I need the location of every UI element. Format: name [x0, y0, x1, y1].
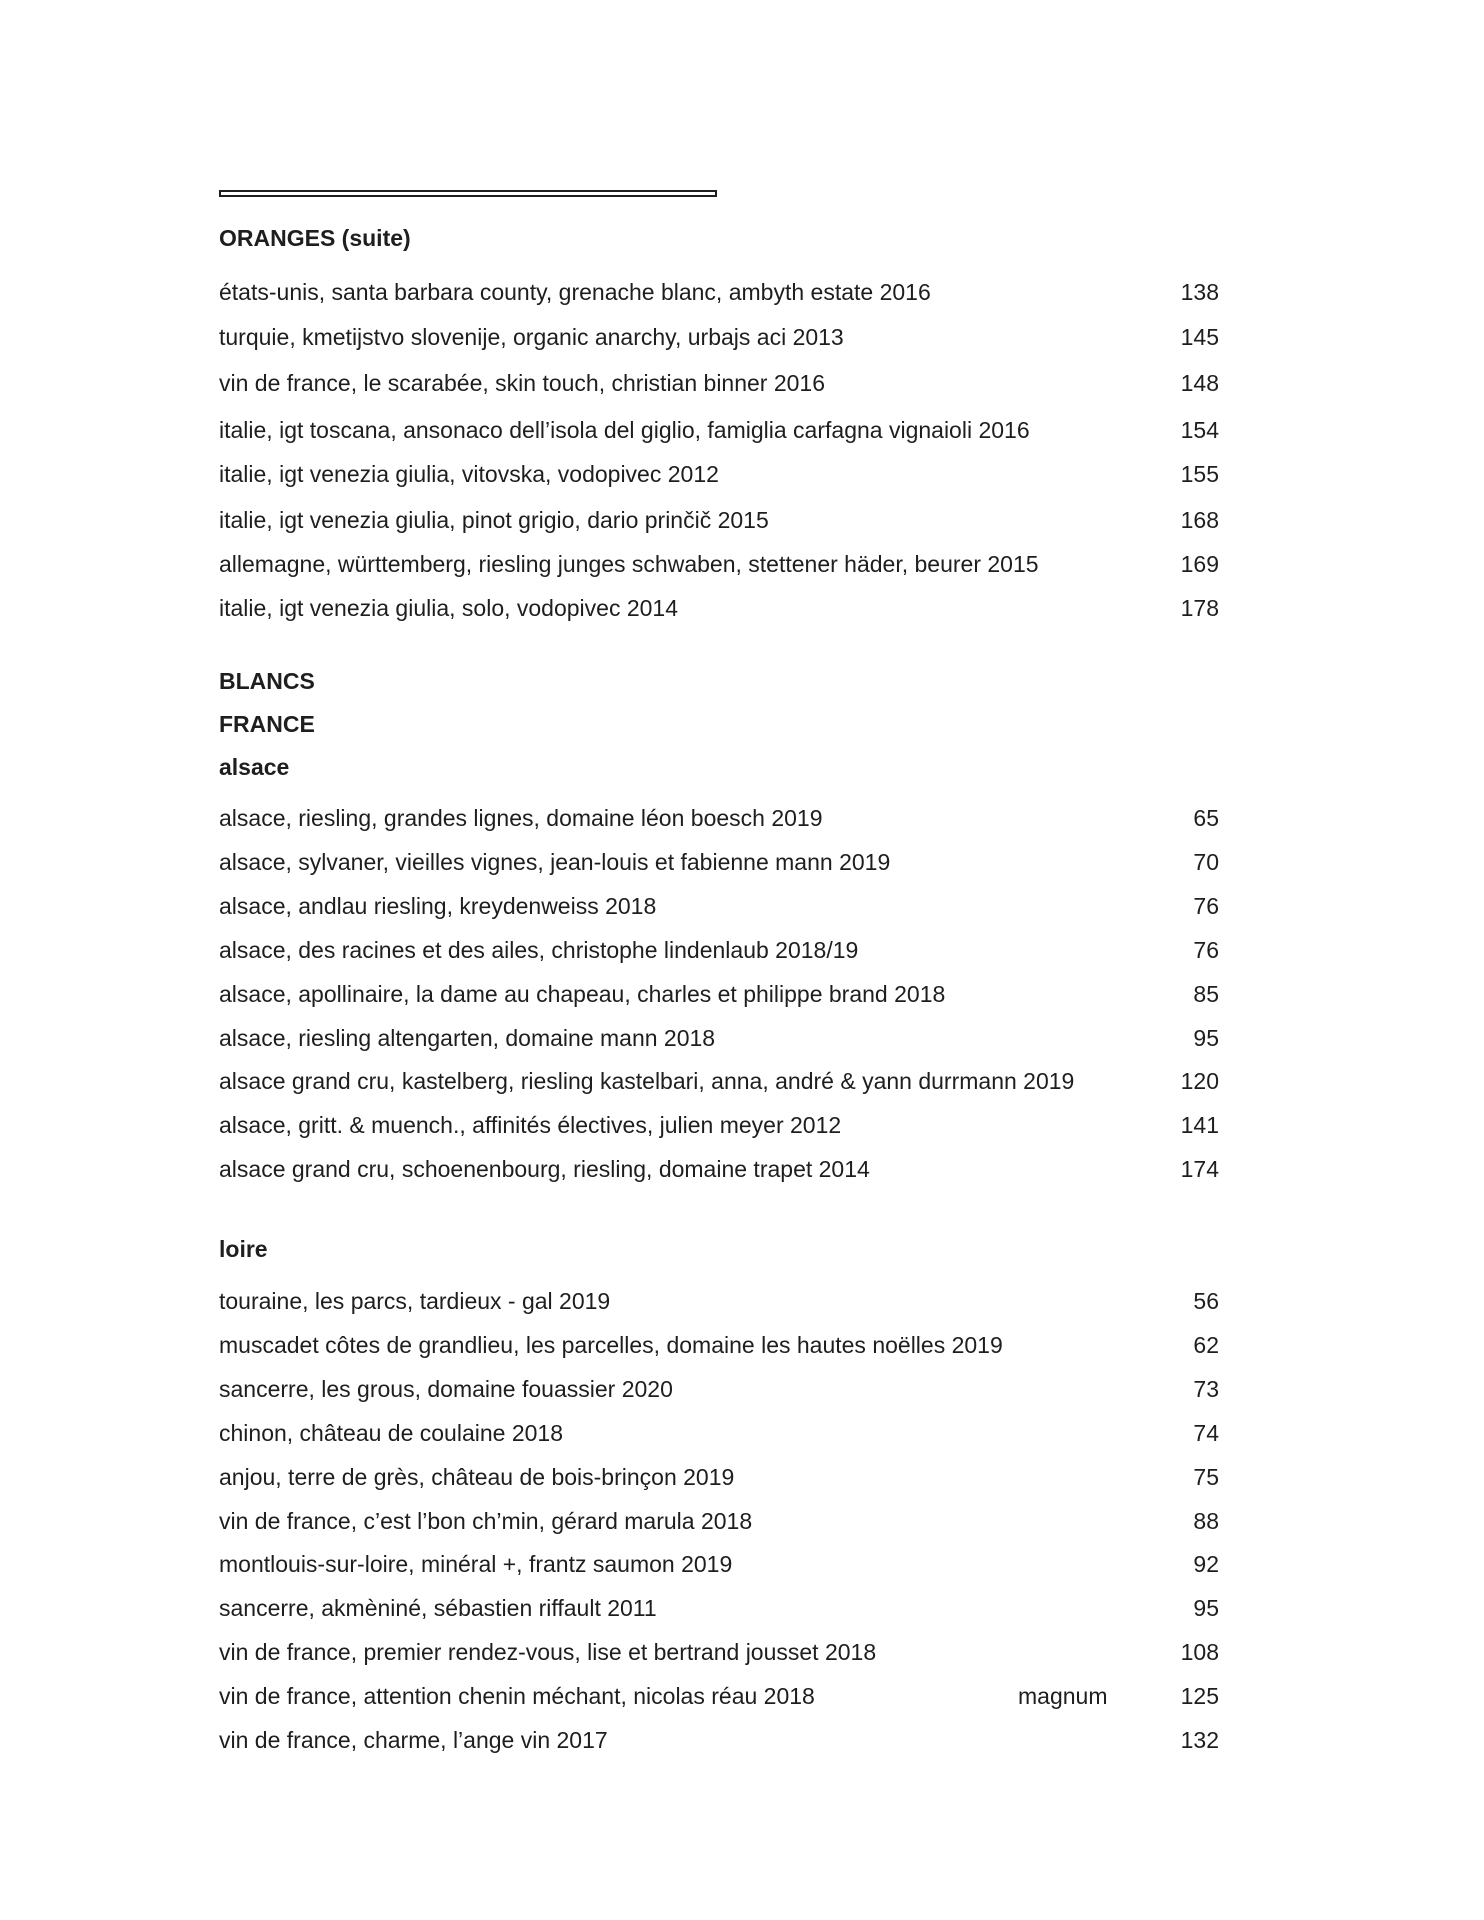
wine-row: [219, 1066, 1219, 1096]
wine-row: [219, 277, 1219, 307]
wine-row: [219, 1154, 1219, 1184]
wine-name: alsace grand cru, kastelberg, riesling kastelbari, anna, andré & yann durrmann 2019: [219, 1068, 1075, 1094]
wine-price: 154: [1180, 417, 1219, 443]
wine-price: 95: [1193, 1595, 1219, 1621]
wine-row: [219, 1637, 1219, 1667]
wine-price: 145: [1180, 324, 1219, 350]
wine-row: [219, 1023, 1219, 1053]
wine-price: 168: [1180, 507, 1219, 533]
wine-name: alsace, gritt. & muench., affinités électives, julien meyer 2012: [219, 1112, 842, 1138]
wine-price: 70: [1193, 849, 1219, 875]
country-title-france: FRANCE: [219, 711, 315, 737]
wine-price: 169: [1180, 551, 1219, 577]
wine-name: alsace, des racines et des ailes, christophe lindenlaub 2018/19: [219, 937, 859, 963]
wine-price: 174: [1180, 1156, 1219, 1182]
wine-row: [219, 979, 1219, 1009]
wine-row: [219, 1374, 1219, 1404]
wine-name: vin de france, c’est l’bon ch’min, gérard marula 2018: [219, 1508, 753, 1534]
wine-row: [219, 593, 1219, 623]
section-title-blancs: BLANCS: [219, 668, 315, 694]
wine-name: alsace, riesling altengarten, domaine mann 2018: [219, 1025, 716, 1051]
wine-price: 75: [1193, 1464, 1219, 1490]
wine-name: alsace grand cru, schoenenbourg, riesling, domaine trapet 2014: [219, 1156, 870, 1182]
wine-price: 120: [1180, 1068, 1219, 1094]
wine-name: chinon, château de coulaine 2018: [219, 1420, 564, 1446]
wine-row: [219, 368, 1219, 398]
region-title-alsace: alsace: [219, 754, 290, 780]
wine-price: 76: [1193, 937, 1219, 963]
wine-name: alsace, riesling, grandes lignes, domaine léon boesch 2019: [219, 805, 823, 831]
wine-name: alsace, apollinaire, la dame au chapeau, charles et philippe brand 2018: [219, 981, 946, 1007]
wine-name: états-unis, santa barbara county, grenache blanc, ambyth estate 2016: [219, 279, 931, 305]
wine-price: 125: [1180, 1683, 1219, 1709]
wine-row: [219, 1506, 1219, 1536]
wine-price: 155: [1180, 461, 1219, 487]
wine-name: italie, igt venezia giulia, solo, vodopivec 2014: [219, 595, 679, 621]
wine-price: 62: [1193, 1332, 1219, 1358]
wine-price: 178: [1180, 595, 1219, 621]
wine-price: 141: [1180, 1112, 1219, 1138]
wine-price: 76: [1193, 893, 1219, 919]
wine-name: italie, igt toscana, ansonaco dell’isola del giglio, famiglia carfagna vignaioli 2016: [219, 417, 1030, 443]
wine-price: 108: [1180, 1639, 1219, 1665]
wine-name: alsace, sylvaner, vieilles vignes, jean-louis et fabienne mann 2019: [219, 849, 891, 875]
wine-price: 74: [1193, 1420, 1219, 1446]
wine-row: [219, 549, 1219, 579]
header-rule: [219, 190, 717, 197]
wine-row: [219, 803, 1219, 833]
wine-row: [219, 847, 1219, 877]
wine-name: touraine, les parcs, tardieux - gal 2019: [219, 1288, 611, 1314]
wine-name: vin de france, le scarabée, skin touch, christian binner 2016: [219, 370, 826, 396]
wine-name: allemagne, württemberg, riesling junges schwaben, stettener häder, beurer 2015: [219, 551, 1039, 577]
wine-row: [219, 1330, 1219, 1360]
wine-name: montlouis-sur-loire, minéral +, frantz saumon 2019: [219, 1551, 733, 1577]
wine-price: 138: [1180, 279, 1219, 305]
wine-price: 56: [1193, 1288, 1219, 1314]
wine-price: 132: [1180, 1727, 1219, 1753]
wine-name: anjou, terre de grès, château de bois-brinçon 2019: [219, 1464, 735, 1490]
wine-row: [219, 935, 1219, 965]
wine-row: [219, 1418, 1219, 1448]
wine-row: [219, 1725, 1219, 1755]
wine-name: sancerre, les grous, domaine fouassier 2020: [219, 1376, 673, 1402]
wine-price: 65: [1193, 805, 1219, 831]
wine-name: alsace, andlau riesling, kreydenweiss 2018: [219, 893, 657, 919]
wine-row: [219, 1462, 1219, 1492]
wine-name: vin de france, premier rendez-vous, lise et bertrand jousset 2018: [219, 1639, 877, 1665]
wine-price: 95: [1193, 1025, 1219, 1051]
wine-row: [219, 891, 1219, 921]
section-title-oranges: ORANGES (suite): [219, 225, 411, 251]
wine-row: [219, 1681, 1219, 1711]
wine-row: [219, 1110, 1219, 1140]
wine-row: [219, 1286, 1219, 1316]
wine-price: 92: [1193, 1551, 1219, 1577]
wine-price: 148: [1180, 370, 1219, 396]
wine-price: 85: [1193, 981, 1219, 1007]
wine-price: 88: [1193, 1508, 1219, 1534]
wine-row: [219, 459, 1219, 489]
wine-format: magnum: [1018, 1683, 1108, 1709]
wine-name: vin de france, attention chenin méchant, nicolas réau 2018: [219, 1683, 815, 1709]
wine-name: turquie, kmetijstvo slovenije, organic anarchy, urbajs aci 2013: [219, 324, 844, 350]
wine-row: [219, 1549, 1219, 1579]
wine-name: sancerre, akmèniné, sébastien riffault 2011: [219, 1595, 657, 1621]
wine-name: italie, igt venezia giulia, pinot grigio, dario prinčič 2015: [219, 507, 769, 533]
wine-row: [219, 415, 1219, 445]
wine-row: [219, 322, 1219, 352]
wine-row: [219, 1593, 1219, 1623]
wine-name: muscadet côtes de grandlieu, les parcelles, domaine les hautes noëlles 2019: [219, 1332, 1003, 1358]
wine-name: italie, igt venezia giulia, vitovska, vodopivec 2012: [219, 461, 719, 487]
region-title-loire: loire: [219, 1236, 268, 1262]
wine-price: 73: [1193, 1376, 1219, 1402]
wine-name: vin de france, charme, l’ange vin 2017: [219, 1727, 608, 1753]
wine-row: [219, 505, 1219, 535]
